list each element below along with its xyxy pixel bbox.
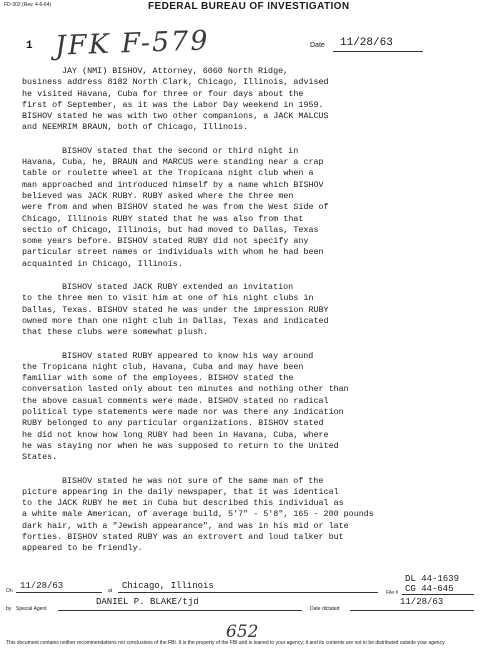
at-label: at — [108, 588, 113, 594]
paragraph-2 — [22, 146, 474, 270]
text-line: dark hair, with a "Jewish appearance", and was in his mid or late — [22, 520, 349, 531]
text-line: familiar with some of the employees. BISHOV stated the — [22, 373, 294, 384]
form-number: FD-302 (Rev. 4-6-64) — [4, 2, 52, 8]
agency-header: FEDERAL BUREAU OF INVESTIGATION — [148, 1, 350, 12]
text-line: owned more than one night club in Dallas, Texas and indicated — [22, 315, 329, 326]
text-line: BISHOV stated he was not sure of the same man of the — [62, 475, 324, 486]
text-line: BISHOV stated RUBY appeared to know his way around — [62, 350, 314, 361]
text-line: Chicago, Illinois RUBY stated that he was also from that — [22, 213, 304, 224]
file-label: File # — [386, 590, 399, 596]
paragraph-1 — [22, 66, 474, 134]
text-line: business address 8182 North Clark, Chicago, Illinois, advised — [22, 77, 329, 88]
text-line: Havana, Cuba, he, BRAUN and MARCUS were standing near a crap — [22, 157, 324, 168]
file-rule — [402, 594, 474, 595]
text-line: to the JACK RUBY he met in Cuba but described this individual as — [22, 498, 344, 509]
text-line: some years before. BISHOV stated RUBY did not specify any — [22, 236, 309, 247]
text-line: JAY (NMI) BISHOV, Attorney, 6060 North Ridge, — [62, 66, 289, 76]
text-line: political type statements were made nor was there any indication — [22, 407, 344, 418]
text-line: BISHOV stated JACK RUBY extended an invitation — [62, 282, 294, 293]
on-label: On — [6, 588, 13, 594]
interview-date: 11/28/63 — [20, 581, 64, 591]
text-line: he was staying nor when he was supposed to return to the United — [22, 440, 339, 451]
by-label: by — [6, 606, 12, 612]
text-line: acquainted in Chicago, Illinois. — [22, 258, 183, 269]
text-line: the Tropicana night club, Havana, Cuba and may have been — [22, 361, 304, 372]
text-line: appeared to be friendly. — [22, 543, 143, 554]
page-number: 1 — [26, 40, 33, 52]
paragraph-3 — [22, 282, 474, 338]
text-line: States. — [22, 452, 58, 463]
file-number-1: DL 44-1639 — [405, 574, 460, 584]
interview-location: Chicago, Illinois — [122, 581, 214, 591]
agent-name: DANIEL P. BLAKE/tjd — [96, 597, 199, 607]
text-line: he visited Havana, Cuba for three or four days about the — [22, 88, 304, 99]
text-line: table or roulette wheel at the Tropicana night club when a — [22, 168, 314, 179]
text-line: sectio of Chicago, Illinois, but had moved to Dallas, Texas — [22, 224, 319, 235]
text-line: man approached and introduced himself by a name which BISHOV — [22, 179, 324, 190]
text-line: RUBY belonged to any particular organizations. BISHOV stated — [22, 418, 324, 429]
text-line: picture appearing in the daily newspaper, that it was identical — [22, 486, 339, 497]
text-line: forties. BISHOV stated RUBY was an extrovert and loud talker but — [22, 531, 344, 542]
text-line: first of September, as it was the Labor Day weekend in 1959. — [22, 99, 324, 110]
date-label: Date — [310, 42, 325, 49]
text-line: a white male American, of average build, 5'7" - 5'8", 165 - 200 pounds — [22, 509, 374, 520]
dictated-rule — [350, 610, 474, 611]
text-line: that these clubs were somewhat plush. — [22, 327, 208, 338]
dictated-label: Date dictated — [310, 606, 340, 612]
handwritten-file-number: JFK F-579 — [54, 25, 210, 62]
paragraph-4 — [22, 351, 474, 464]
agent-rule — [58, 610, 302, 611]
date-value: 11/28/63 — [340, 37, 393, 49]
text-line: believed was JACK RUBY. RUBY asked where the three men — [22, 190, 294, 201]
date-rule — [333, 51, 423, 52]
document-body — [22, 66, 474, 567]
agent-label: Special Agent — [16, 606, 47, 612]
text-line: conversation lasted only about ten minutes and nothing other than — [22, 384, 349, 395]
text-line: to the three men to visit him at one of his night clubs in — [22, 293, 314, 304]
file-number-2: CG 44-645 — [405, 584, 454, 594]
text-line: BISHOV stated he was with two other companions, a JACK MALCUS — [22, 111, 329, 122]
dictated-date: 11/28/63 — [400, 597, 444, 607]
location-rule — [118, 592, 378, 593]
footer-notice: This document contains neither recommendations nor conclusions of the FBI. It is the property of the FBI and is loaned to your agency; it and its contents are not to be distributed outside your agency. — [6, 640, 446, 646]
text-line: he did not know how long RUBY had been in Havana, Cuba, where — [22, 429, 329, 440]
paragraph-5 — [22, 476, 474, 555]
text-line: BISHOV stated that the second or third night in — [62, 145, 299, 156]
text-line: the above casual comments were made. BISHOV stated no radical — [22, 395, 329, 406]
text-line: Dallas, Texas. BISHOV stated he was under the impression RUBY — [22, 304, 329, 315]
interview-date-rule — [16, 592, 102, 593]
handwritten-page-number: 652 — [226, 622, 259, 642]
text-line: and NEEMRIM BRAUN, both of Chicago, Illinois. — [22, 122, 249, 133]
text-line: were from and when BISHOV stated he was from the West Side of — [22, 202, 329, 213]
text-line: particular street names or individuals with whom he had been — [22, 247, 324, 258]
